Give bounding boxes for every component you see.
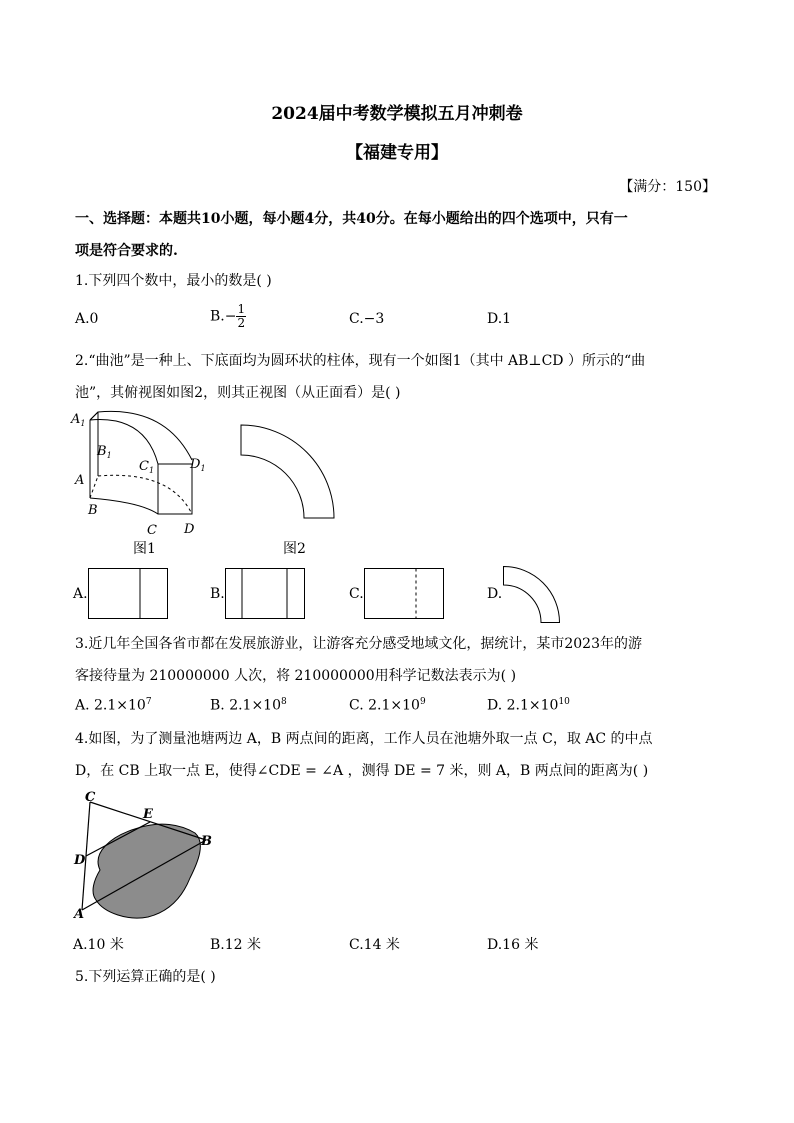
q2-option-b-figure [225, 568, 307, 620]
q5-stem: 5.下列运算正确的是( ) [75, 969, 216, 985]
q3-option-d: D. $2.1\times 10^{10}$ [487, 697, 570, 714]
q3-option-b: B. $2.1\times 10^8$ [210, 697, 287, 714]
q3-stem-line2: 客接待量为 210000000 人次，将 210000000用科学记数法表示为( ) [75, 668, 517, 684]
q4-label-e: E [143, 807, 153, 822]
q4-label-b: B [201, 834, 212, 849]
q4-label-d: D [74, 853, 86, 868]
q4-label-a: A [74, 907, 85, 922]
q4-label-c: C [85, 790, 96, 805]
exam-subtitle: 【福建专用】 [346, 143, 448, 163]
fig1-label-c1: $C_1$ [139, 459, 155, 475]
q4-option-d: D.16 米 [487, 937, 539, 953]
fig1-label-d1: $D_1$ [190, 457, 206, 473]
q2-option-b-label: B. [210, 586, 225, 602]
fig2-ring-sector [241, 425, 334, 518]
q1-fraction-numerator: 1 [237, 302, 246, 316]
q2-option-c-label: C. [349, 586, 364, 602]
q3-option-a: A. $2.1\times 10^7$ [75, 697, 152, 714]
pond-shape [93, 824, 200, 918]
q2-stem-line1: 2.“曲池”是一种上、下底面均为圆环状的柱体，现有一个如图1（其中 AB⊥CD ）所示的“曲 [75, 353, 646, 369]
section-heading-line2: 项是符合要求的. [75, 243, 178, 259]
q1-fraction-denominator: 2 [237, 316, 246, 330]
q4-option-c: C.14 米 [349, 937, 400, 953]
q4-pond-figure [70, 788, 220, 923]
q2-option-d-label: D. [487, 586, 503, 602]
fig1-bottom-inner-arc [90, 498, 158, 514]
fig1-label-a1: $A_1$ [71, 412, 86, 428]
q4-option-a: A.10 米 [73, 937, 124, 953]
q2-stem-line2: 池”，其俯视图如图2，则其正视图（从正面看）是( ) [75, 385, 401, 401]
exam-title: 2024届中考数学模拟五月冲刺卷 [271, 104, 523, 124]
q2-figure1 [70, 410, 220, 538]
q2-option-a-label: A. [73, 586, 88, 602]
fig1-label-a: A [75, 473, 85, 488]
full-score: 【满分：150】 [619, 179, 716, 195]
q2-fig2-caption: 图2 [283, 541, 306, 557]
fig1-top-left-edge [90, 412, 98, 420]
q1-option-d: D.1 [487, 311, 512, 327]
q1-option-c: C.−3 [349, 311, 385, 327]
fig1-label-d: D [184, 522, 195, 537]
q2-fig1-caption: 图1 [133, 541, 156, 557]
q2-option-a-figure [88, 568, 170, 620]
q3-option-c: C. $2.1\times 10^9$ [349, 697, 426, 714]
q2-option-d-figure [503, 566, 561, 624]
q1-option-b-prefix: B.− [210, 308, 237, 325]
q1-stem: 1.下列四个数中，最小的数是( ) [75, 273, 272, 289]
fig1-label-b: B [88, 503, 98, 518]
q2-option-c-figure [364, 568, 446, 620]
q4-stem-line1: 4.如图，为了测量池塘两边 A，B 两点间的距离，工作人员在池塘外取一点 C，取 AC 的中点 [75, 731, 653, 747]
q1-option-a: A.0 [75, 311, 99, 327]
fig1-front-face [158, 464, 192, 514]
q2-figure2 [238, 422, 338, 522]
q1-option-b-fraction [236, 303, 246, 330]
q1-option-b [210, 303, 246, 330]
fig1-label-c: C [147, 523, 157, 538]
q4-option-b: B.12 米 [210, 937, 262, 953]
section-heading-line1: 一、选择题：本题共10小题，每小题4分，共40分。在每小题给出的四个选项中，只有一 [75, 211, 628, 227]
q4-stem-line2: D，在 CB 上取一点 E，使得∠CDE = ∠A ，测得 DE = 7 米，则 A，B 两点间的距离为( ) [75, 763, 649, 779]
fig1-hidden-edge [90, 476, 98, 498]
fig1-label-b1: $B_1$ [97, 444, 112, 460]
q3-stem-line1: 3.近几年全国各省市都在发展旅游业，让游客充分感受地域文化，据统计，某市2023年的游 [75, 636, 642, 652]
